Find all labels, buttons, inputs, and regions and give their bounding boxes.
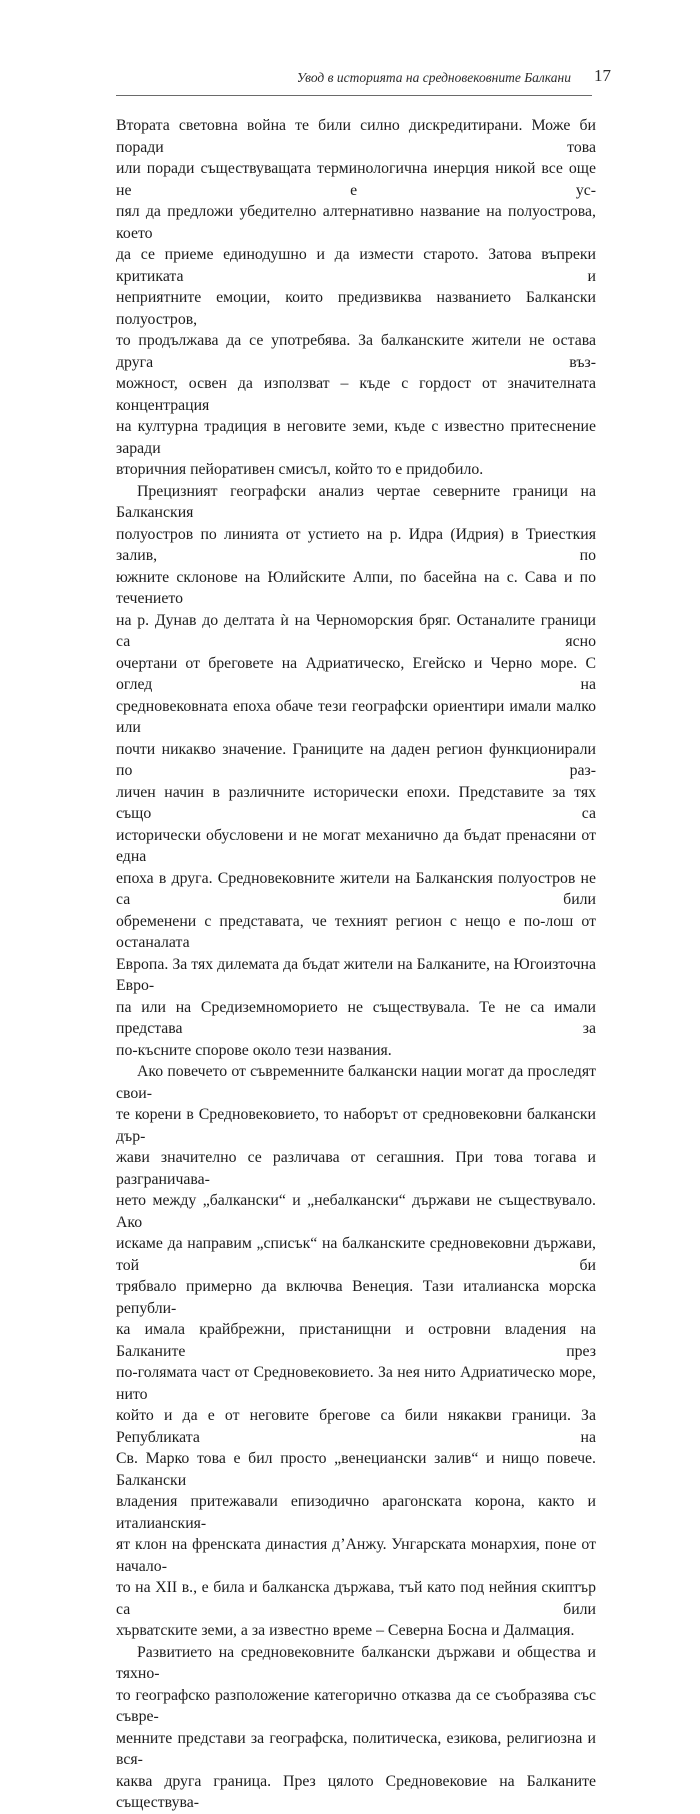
body-text bbox=[116, 115, 596, 1814]
text-line: вторичния пейоративен смисъл, който то е придобило. bbox=[116, 461, 484, 478]
text-line: исторически обусловени и не могат механично да бъдат пренасяни от една bbox=[116, 826, 596, 865]
text-line: то на XII в., е била и балканска държава, тъй като под нейния скиптър са били bbox=[116, 1579, 596, 1618]
paragraph bbox=[116, 1642, 596, 1814]
text-line: хърватските земи, а за известно време – Северна Босна и Далмация. bbox=[116, 1622, 575, 1639]
text-line: южните склонове на Юлийските Алпи, по басейна на с. Сава и по течението bbox=[116, 568, 596, 607]
text-line: по-голямата част от Средновековието. За нея нито Адриатическо море, нито bbox=[116, 1364, 596, 1403]
text-line: очертани от бреговете на Адриатическо, Егейско и Черно море. С оглед на bbox=[116, 654, 596, 693]
text-line: пял да предложи убедително алтернативно название на полуострова, което bbox=[116, 203, 596, 242]
paragraph bbox=[116, 1061, 596, 1642]
text-line: те корени в Средновековието, то наборът от средновековни балкански дър- bbox=[116, 1106, 596, 1145]
text-line: Европа. За тях дилемата да бъдат жители на Балканите, на Югоизточна Евро- bbox=[116, 955, 596, 994]
text-line: жави значително се различава от сегашния. При това тогава и разграничава- bbox=[116, 1149, 596, 1188]
text-line: или поради съществуващата терминологична инерция никой все още не е ус- bbox=[116, 160, 596, 199]
text-line: личен начин в различните исторически епохи. Представите за тях също са bbox=[116, 783, 596, 822]
text-line: ят клон на френската династия д’Анжу. Унгарската монархия, поне от начало- bbox=[116, 1536, 596, 1575]
text-line: искаме да направим „списък“ на балканските средновековни държави, той би bbox=[116, 1235, 596, 1274]
text-line: който и да е от неговите брегове са били някакви граници. За Републиката на bbox=[116, 1407, 596, 1446]
text-line: Прецизният географски анализ чертае северните граници на Балканския bbox=[116, 482, 596, 521]
text-line: на културна традиция в неговите земи, къде с известно притеснение заради bbox=[116, 418, 596, 457]
text-line: ка имала крайбрежни, пристанищни и островни владения на Балканите през bbox=[116, 1321, 596, 1360]
text-line: менните представи за географска, политическа, езикова, религиозна и вся- bbox=[116, 1729, 596, 1768]
text-line: по-късните спорове около тези названия. bbox=[116, 1041, 392, 1059]
running-head: Увод в историята на средновековните Балкани bbox=[296, 70, 571, 85]
text-line: Св. Марко това е бил просто „венециански залив“ и нищо повече. Балкански bbox=[116, 1450, 596, 1489]
text-line: то продължава да се употребява. За балканските жители не остава друга въз- bbox=[116, 332, 596, 371]
text-line: нето между „балкански“ и „небалкански“ държави не съществувало. Ако bbox=[116, 1192, 596, 1231]
text-line: на р. Дунав до делтата ѝ на Черноморския бряг. Останалите граници са ясно bbox=[116, 611, 596, 650]
text-line: то географско разположение категорично отказва да се съобразява със съвре- bbox=[116, 1686, 596, 1725]
text-line: Ако повечето от съвременните балкански нации могат да проследят свои- bbox=[116, 1063, 596, 1102]
text-line: трябвало примерно да включва Венеция. Тази италианска морска републи- bbox=[116, 1278, 596, 1317]
text-line: да се приеме единодушно и да измести старото. Затова въпреки критиката и bbox=[116, 246, 596, 285]
text-line: Развитието на средновековните балкански държави и общества и тяхно- bbox=[116, 1643, 596, 1682]
text-line: неприятните емоции, които предизвиква названието Балкански полуостров, bbox=[116, 289, 596, 328]
text-line: па или на Средиземноморието не съществувала. Те не са имали представа за bbox=[116, 998, 596, 1037]
text-line: Втората световна война те били силно дискредитирани. Може би поради това bbox=[116, 117, 596, 156]
text-line: полуостров по линията от устието на р. Идра (Идрия) в Триесткия залив, по bbox=[116, 525, 596, 564]
text-line: епоха в друга. Средновековните жители на Балканския полуостров не са били bbox=[116, 869, 596, 908]
paragraph bbox=[116, 115, 596, 481]
header-rule bbox=[116, 95, 592, 96]
text-line: каква друга граница. През цялото Средновековие на Балканите съществува- bbox=[116, 1772, 596, 1811]
text-line: можност, освен да използват – къде с гордост от значителната концентрация bbox=[116, 375, 596, 414]
text-line: почти никакво значение. Границите на даден регион функционирали по раз- bbox=[116, 740, 596, 779]
text-line: обременени с представата, че техният регион с нещо е по-лош от останалата bbox=[116, 912, 596, 951]
text-line: средновековната епоха обаче тези географски ориентири имали малко или bbox=[116, 697, 596, 736]
page-number: 17 bbox=[594, 66, 611, 85]
paragraph bbox=[116, 481, 596, 1062]
text-line: владения притежавали епизодично арагонската корона, както и италианския- bbox=[116, 1493, 596, 1532]
